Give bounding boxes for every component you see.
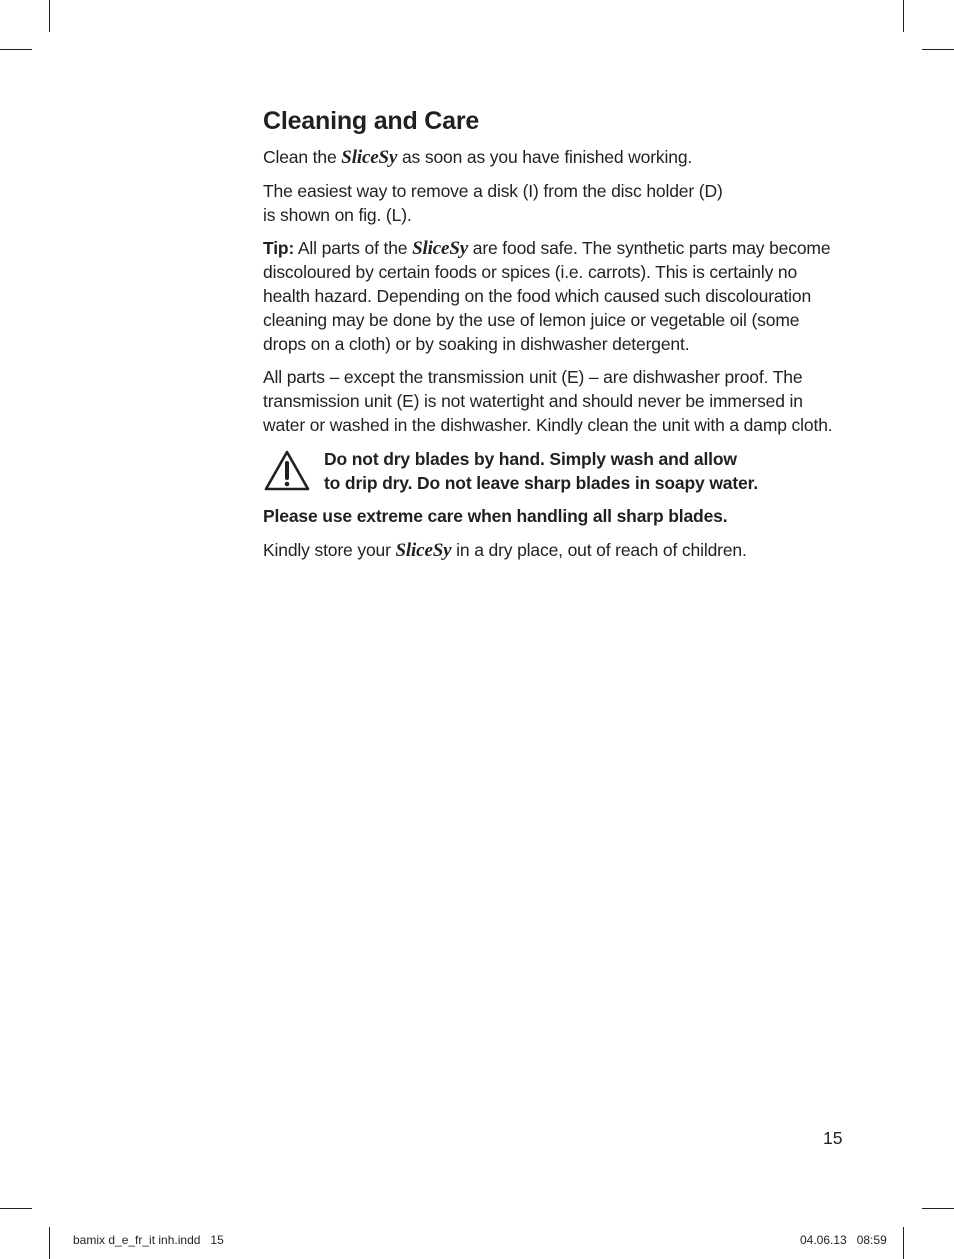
warning-block [263, 448, 843, 496]
crop-mark-bottom-right-horizontal [922, 1208, 954, 1209]
crop-mark-top-left-horizontal [0, 49, 32, 50]
slug-file-info: bamix d_e_fr_it inh.indd 15 [73, 1233, 224, 1247]
brand-name: SliceSy [341, 147, 398, 168]
disk-removal-paragraph: The easiest way to remove a disk (I) from the disc holder (D) is shown on fig. (L). [263, 180, 723, 225]
clean-paragraph: Clean the SliceSy as soon as you have finished working. [263, 147, 693, 168]
crop-mark-bottom-right-vertical [903, 1227, 904, 1259]
page-title: Cleaning and Care [263, 107, 480, 135]
crop-mark-bottom-left-horizontal [0, 1208, 32, 1209]
crop-mark-top-right-horizontal [922, 49, 954, 50]
warning-text: Do not dry blades by hand. Simply wash and allow to drip dry. Do not leave sharp blades in soapy water. [324, 448, 759, 493]
brand-name: SliceSy [412, 238, 469, 260]
warning-triangle-icon [263, 449, 311, 493]
slug-datetime: 04.06.13 08:59 [800, 1233, 887, 1247]
tip-paragraph: Tip: All parts of the SliceSy are food safe. The synthetic parts may become discoloured by certain foods or spices (i.e. carrots). This is certainly no health hazard. Depending on the food which caused such discolouration cleaning may be done by the use of lemon juice or vegetable oil (some drops on a cloth) or by soaking in dishwasher detergent. [263, 238, 831, 354]
dishwasher-paragraph: All parts – except the transmission unit (E) – are dishwasher proof. The transmission unit (E) is not watertight and should never be immersed in water or washed in the dishwasher. Kindly clean the unit with a damp cloth. [263, 367, 833, 435]
crop-mark-bottom-left-vertical [49, 1227, 50, 1259]
page-number: 15 [823, 1128, 843, 1148]
tip-label: Tip: [263, 238, 295, 259]
storage-paragraph: Kindly store your SliceSy in a dry place, out of reach of children. [263, 540, 747, 562]
crop-mark-top-left-vertical [49, 0, 50, 32]
crop-mark-top-right-vertical [903, 0, 904, 32]
brand-name: SliceSy [395, 540, 452, 562]
main-content [263, 104, 843, 573]
care-note: Please use extreme care when handling all sharp blades. [263, 506, 728, 527]
